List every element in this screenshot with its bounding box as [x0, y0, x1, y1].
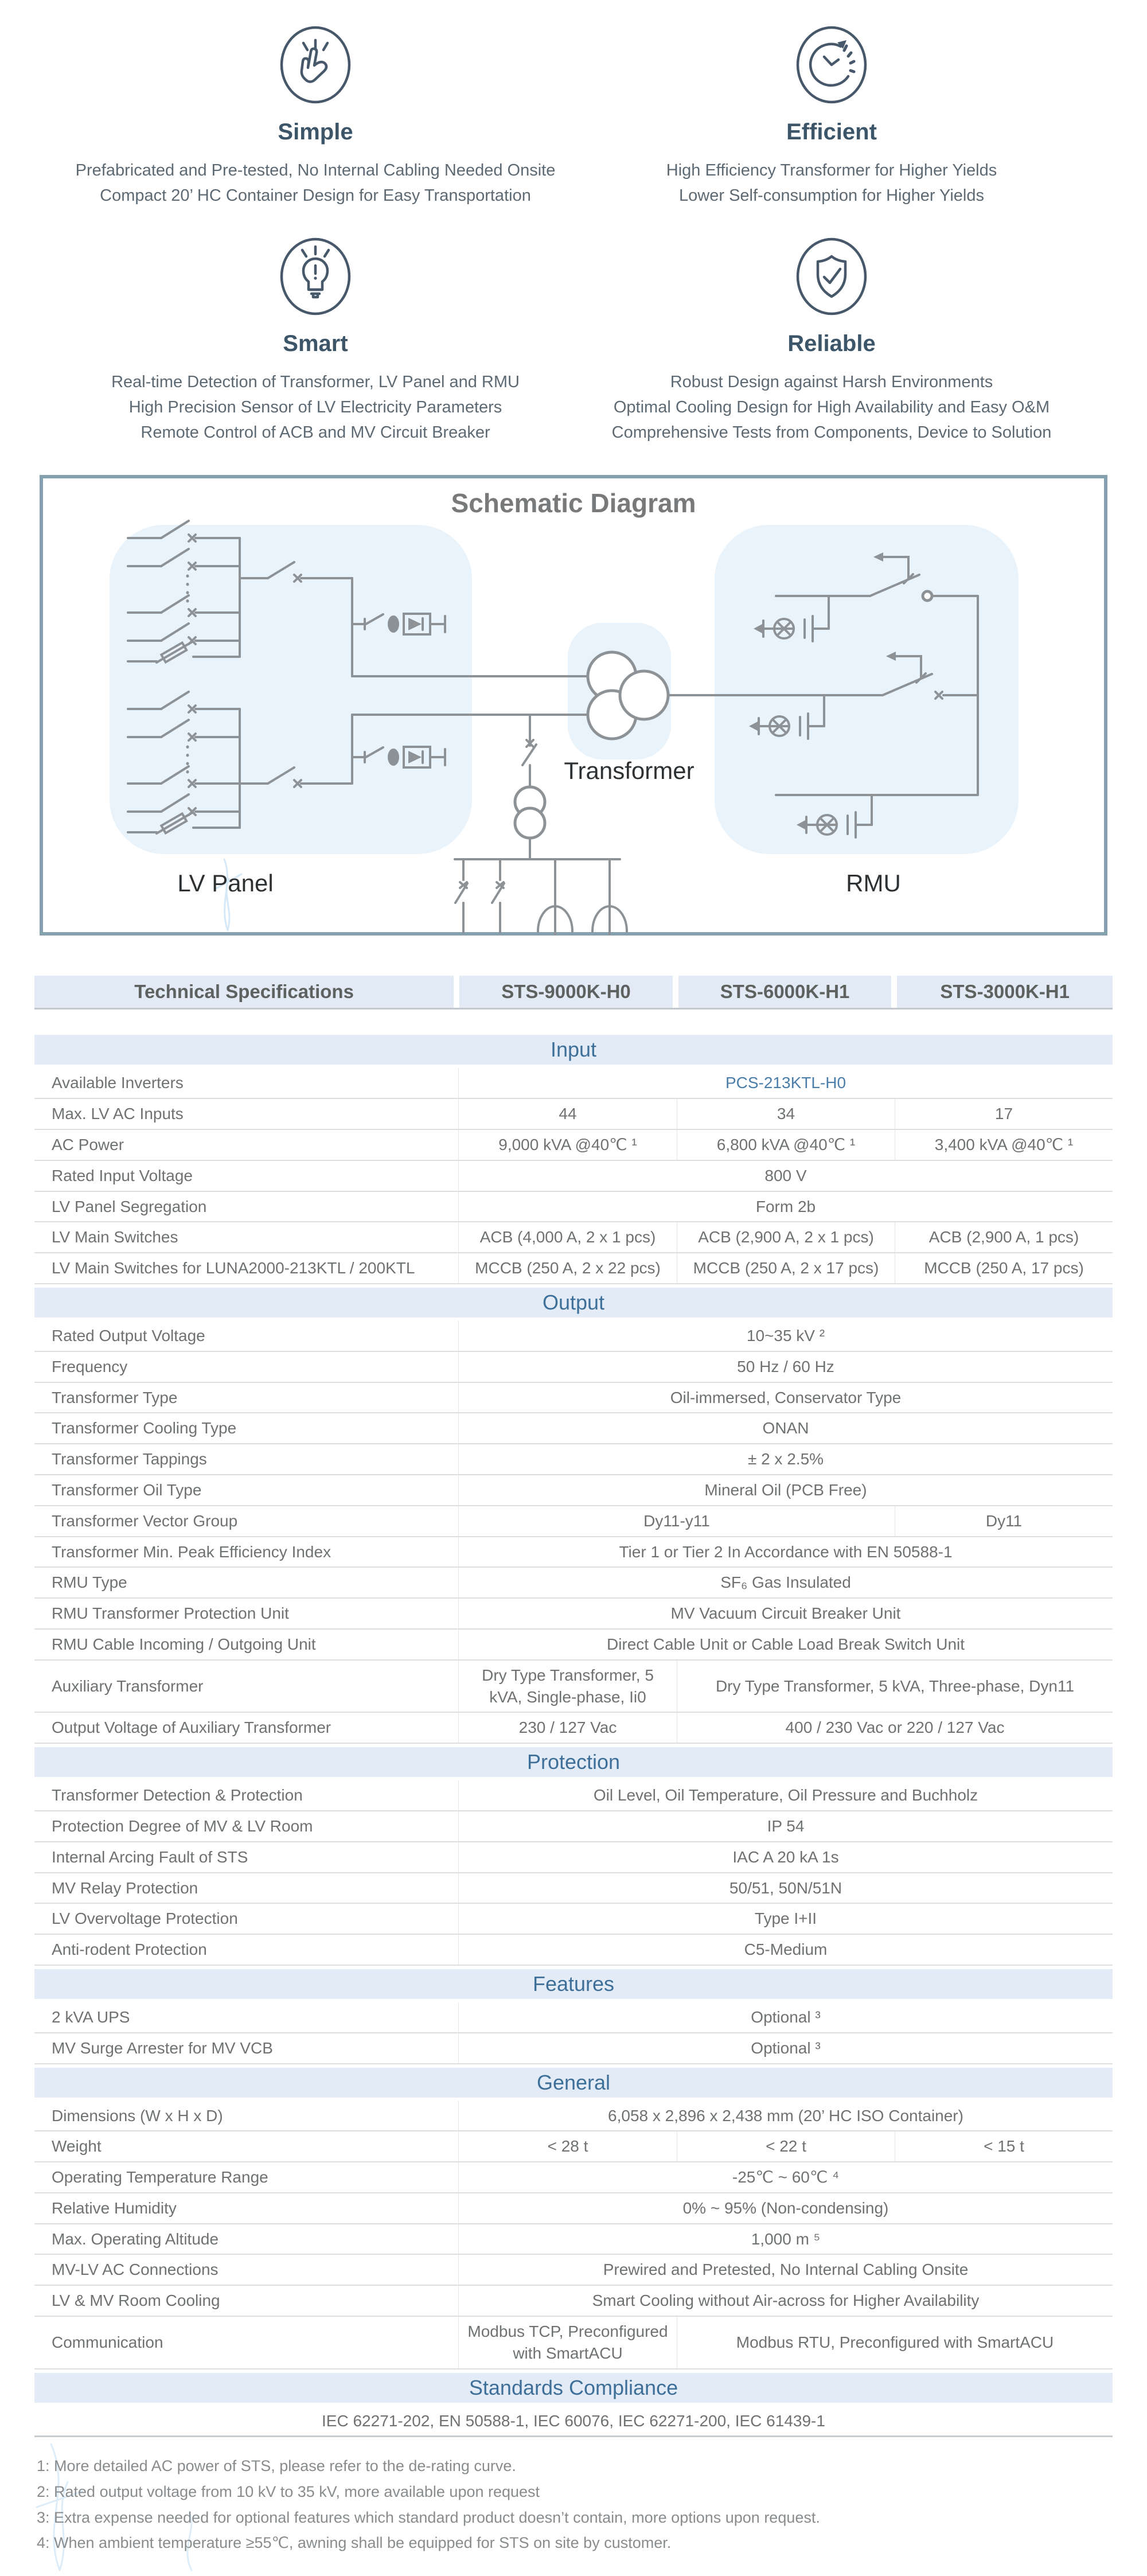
feature-title: Simple — [278, 119, 353, 145]
spec-value: Oil Level, Oil Temperature, Oil Pressure and Buchholz — [593, 1786, 978, 1805]
feature-line: Optimal Cooling Design for High Availability and Easy O&M — [613, 398, 1050, 417]
feature-line: Lower Self-consumption for Higher Yields — [679, 186, 984, 205]
spec-value: Modbus RTU, Preconfigured with SmartACU — [677, 2317, 1113, 2368]
spec-label: Output Voltage of Auxiliary Transformer — [34, 1713, 459, 1743]
section-header-output: Output — [34, 1288, 1113, 1318]
spec-row — [34, 2286, 1113, 2317]
footnote: 4: When ambient temperature ≥55℃, awning shall be equipped for STS on site by customer. — [37, 2534, 672, 2552]
spec-header-row — [34, 976, 1113, 1010]
spec-label: Rated Output Voltage — [34, 1321, 459, 1351]
feature-card-efficient — [574, 23, 1090, 208]
lv-panel-zone — [110, 525, 472, 854]
spec-row — [34, 1321, 1113, 1352]
snap-fingers-icon — [57, 23, 574, 109]
feature-line: Real-time Detection of Transformer, LV Panel and RMU — [111, 373, 520, 392]
spec-row — [34, 1811, 1113, 1842]
spec-row — [34, 1630, 1113, 1661]
spec-row — [34, 1842, 1113, 1873]
footnote: 1: More detailed AC power of STS, please refer to the de-rating curve. — [37, 2457, 516, 2475]
spec-value: ACB (2,900 A, 2 x 1 pcs) — [677, 1222, 895, 1252]
spec-row — [34, 2101, 1113, 2132]
spec-label: LV Main Switches — [34, 1222, 459, 1252]
spec-value: 9,000 kVA @40℃ ¹ — [498, 1135, 637, 1153]
spec-row — [34, 1068, 1113, 1099]
section-header-features: Features — [34, 1969, 1113, 1999]
spec-row — [34, 2224, 1113, 2255]
spec-value: Mineral Oil (PCB Free) — [704, 1480, 867, 1499]
feature-line: Remote Control of ACB and MV Circuit Breaker — [141, 423, 490, 442]
schematic-panel — [40, 475, 1107, 936]
label-lv-panel: LV Panel — [177, 870, 274, 897]
spec-row — [34, 1904, 1113, 1935]
spec-value: Dy11-y11 — [643, 1511, 710, 1530]
spec-value: MCCB (250 A, 2 x 22 pcs) — [475, 1259, 661, 1277]
spec-value: Dry Type Transformer, 5 kVA, Single-phase, Ii0 — [482, 1666, 654, 1706]
spec-label: Dimensions (W x H x D) — [34, 2101, 459, 2131]
spec-value: Dry Type Transformer, 5 kVA, Three-phase, Dyn11 — [677, 1661, 1113, 1712]
spec-value: 800 V — [764, 1166, 807, 1184]
feature-line: High Efficiency Transformer for Higher Yields — [666, 161, 997, 180]
spec-row — [34, 1713, 1113, 1744]
spec-row — [34, 1780, 1113, 1811]
spec-label: Transformer Detection & Protection — [34, 1780, 459, 1810]
feature-title: Reliable — [787, 331, 876, 357]
spec-label: LV Overvoltage Protection — [34, 1904, 459, 1934]
spec-value: 0% ~ 95% (Non-condensing) — [682, 2199, 889, 2217]
feature-title: Efficient — [786, 119, 877, 145]
spec-row — [34, 1935, 1113, 1966]
section-header-input: Input — [34, 1035, 1113, 1065]
spec-value: 34 — [677, 1099, 895, 1129]
spec-value: 10~35 kV ² — [746, 1326, 825, 1344]
spec-label: Transformer Min. Peak Efficiency Index — [34, 1537, 459, 1567]
spec-value: 400 / 230 Vac or 220 / 127 Vac — [677, 1713, 1113, 1743]
spec-header-model: STS-9000K-H0 — [459, 976, 673, 1008]
spec-value: 6,800 kVA @40℃ ¹ — [677, 1130, 895, 1160]
spec-label: Transformer Tappings — [34, 1444, 459, 1474]
spec-label: RMU Cable Incoming / Outgoing Unit — [34, 1630, 459, 1659]
spec-row — [34, 1130, 1113, 1161]
spec-value: Optional ³ — [751, 2039, 821, 2057]
spec-label: Transformer Oil Type — [34, 1475, 459, 1505]
spec-value: IEC 62271-202, EN 50588-1, IEC 60076, IEC 62271-200, IEC 61439-1 — [322, 2411, 825, 2430]
spec-header-model: STS-6000K-H1 — [678, 976, 892, 1008]
spec-row — [34, 2193, 1113, 2224]
spec-value: C5-Medium — [744, 1940, 828, 1959]
spec-label: Protection Degree of MV & LV Room — [34, 1811, 459, 1841]
spec-label: Communication — [34, 2317, 459, 2368]
spec-label: AC Power — [34, 1130, 459, 1160]
section-header-standards: Standards Compliance — [34, 2373, 1113, 2403]
spec-label: Anti-rodent Protection — [34, 1935, 459, 1965]
spec-row — [34, 1222, 1113, 1253]
spec-value: 6,058 x 2,896 x 2,438 mm (20’ HC ISO Container) — [608, 2106, 963, 2125]
spec-label: LV Main Switches for LUNA2000-213KTL / 200KTL — [34, 1253, 459, 1283]
spec-label: Frequency — [34, 1352, 459, 1382]
spec-value: Direct Cable Unit or Cable Load Break Switch Unit — [606, 1635, 965, 1653]
spec-row — [34, 1192, 1113, 1223]
spec-value: SF₆ Gas Insulated — [720, 1573, 851, 1592]
feature-title: Smart — [283, 331, 348, 357]
spec-row — [34, 1161, 1113, 1192]
spec-value: Smart Cooling without Air-across for Higher Availability — [592, 2291, 980, 2310]
feature-line: High Precision Sensor of LV Electricity Parameters — [128, 398, 502, 417]
spec-value: 50 Hz / 60 Hz — [737, 1357, 834, 1375]
spec-row — [34, 1475, 1113, 1506]
label-rmu: RMU — [846, 870, 901, 897]
spec-value: ACB (2,900 A, 1 pcs) — [895, 1222, 1113, 1252]
spec-value: 50/51, 50N/51N — [729, 1879, 842, 1897]
spec-row — [34, 1444, 1113, 1475]
spec-row — [34, 1661, 1113, 1713]
spec-row — [34, 1253, 1113, 1284]
footnote: 3: Extra expense needed for optional features which standard product doesn’t contain, more options upon request. — [37, 2508, 820, 2526]
spec-value: Prewired and Pretested, No Internal Cabling Onsite — [603, 2261, 969, 2279]
spec-row — [34, 1537, 1113, 1568]
spec-row — [34, 1873, 1113, 1904]
feature-line: Prefabricated and Pre-tested, No Internal Cabling Needed Onsite — [75, 161, 556, 180]
spec-value: 3,400 kVA @40℃ ¹ — [895, 1130, 1113, 1160]
spec-value: Tier 1 or Tier 2 In Accordance with EN 50588-1 — [619, 1542, 953, 1561]
spec-row — [34, 2131, 1113, 2162]
feature-card-reliable — [574, 235, 1090, 445]
spec-label: Internal Arcing Fault of STS — [34, 1842, 459, 1872]
feature-grid — [57, 0, 1090, 445]
feature-card-simple — [57, 23, 574, 208]
section-header-protection: Protection — [34, 1747, 1113, 1777]
spec-value: Optional ³ — [751, 2008, 821, 2026]
spec-value: 1,000 m ⁵ — [751, 2230, 821, 2248]
spec-header-title: Technical Specifications — [34, 976, 454, 1008]
spec-label: MV Relay Protection — [34, 1873, 459, 1903]
footnote: 2: Rated output voltage from 10 kV to 35 kV, more available upon request — [37, 2483, 540, 2501]
spec-label: MV-LV AC Connections — [34, 2255, 459, 2285]
feature-line: Comprehensive Tests from Components, Device to Solution — [611, 423, 1052, 442]
spec-label: Weight — [34, 2131, 459, 2161]
spec-value: Type I+II — [754, 1909, 817, 1928]
spec-label: MV Surge Arrester for MV VCB — [34, 2033, 459, 2063]
schematic-title: Schematic Diagram — [451, 488, 696, 519]
spec-value: < 15 t — [895, 2131, 1113, 2161]
spec-row — [34, 2162, 1113, 2193]
spec-row — [34, 1383, 1113, 1414]
spec-label: Available Inverters — [34, 1068, 459, 1098]
spec-row — [34, 1506, 1113, 1537]
spec-value: 230 / 127 Vac — [518, 1718, 617, 1737]
efficiency-clock-icon — [574, 23, 1090, 109]
spec-value: < 22 t — [677, 2131, 895, 2161]
spec-header-model: STS-3000K-H1 — [897, 976, 1113, 1008]
spec-label: Rated Input Voltage — [34, 1161, 459, 1191]
spec-value: IAC A 20 kA 1s — [732, 1848, 839, 1866]
spec-value: MV Vacuum Circuit Breaker Unit — [670, 1604, 901, 1623]
spec-value: Dy11 — [895, 1506, 1113, 1536]
spec-row — [34, 2317, 1113, 2370]
rmu-zone — [715, 525, 1019, 854]
section-header-general: General — [34, 2068, 1113, 2098]
spec-label: Relative Humidity — [34, 2193, 459, 2223]
spec-value: -25℃ ~ 60℃ ⁴ — [732, 2168, 840, 2187]
spec-label: Auxiliary Transformer — [34, 1661, 459, 1712]
spec-value: MCCB (250 A, 17 pcs) — [895, 1253, 1113, 1283]
feature-line: Compact 20’ HC Container Design for Easy Transportation — [100, 186, 531, 205]
spec-value: 44 — [559, 1105, 577, 1123]
feature-line: Robust Design against Harsh Environments — [670, 373, 993, 392]
spec-label: Transformer Type — [34, 1383, 459, 1413]
footnotes — [37, 2453, 1147, 2555]
spec-row — [34, 1599, 1113, 1630]
spec-label: Max. Operating Altitude — [34, 2224, 459, 2254]
spec-row — [34, 2002, 1113, 2033]
smart-bulb-icon — [57, 235, 574, 321]
spec-row — [34, 2033, 1113, 2064]
spec-label: LV Panel Segregation — [34, 1192, 459, 1222]
spec-row — [34, 1413, 1113, 1444]
spec-row — [34, 1352, 1113, 1383]
spec-row — [34, 1568, 1113, 1599]
spec-table — [34, 976, 1113, 2437]
shield-check-icon — [574, 235, 1090, 321]
spec-label: Operating Temperature Range — [34, 2162, 459, 2192]
spec-value: Form 2b — [755, 1197, 816, 1215]
spec-value: Modbus TCP, Preconfigured with SmartACU — [467, 2322, 668, 2362]
spec-value: < 28 t — [547, 2137, 588, 2156]
spec-value: ONAN — [762, 1419, 809, 1437]
spec-label: RMU Transformer Protection Unit — [34, 1599, 459, 1628]
spec-label: LV & MV Room Cooling — [34, 2286, 459, 2316]
spec-value: ± 2 x 2.5% — [747, 1450, 824, 1468]
spec-value: 17 — [895, 1099, 1113, 1129]
label-transformer: Transformer — [564, 757, 695, 785]
spec-row — [34, 1099, 1113, 1130]
spec-label: Transformer Vector Group — [34, 1506, 459, 1536]
spec-label: Transformer Cooling Type — [34, 1413, 459, 1443]
spec-label: 2 kVA UPS — [34, 2002, 459, 2032]
spec-label: RMU Type — [34, 1568, 459, 1597]
spec-label: Max. LV AC Inputs — [34, 1099, 459, 1129]
spec-value: IP 54 — [767, 1817, 805, 1835]
spec-value: Oil-immersed, Conservator Type — [670, 1388, 902, 1406]
feature-card-smart — [57, 235, 574, 445]
schematic-drawing — [43, 478, 1104, 932]
spec-value[interactable]: PCS-213KTL-H0 — [725, 1074, 846, 1092]
spec-value: MCCB (250 A, 2 x 17 pcs) — [677, 1253, 895, 1283]
spec-value: ACB (4,000 A, 2 x 1 pcs) — [479, 1228, 656, 1246]
spec-row — [34, 2255, 1113, 2286]
